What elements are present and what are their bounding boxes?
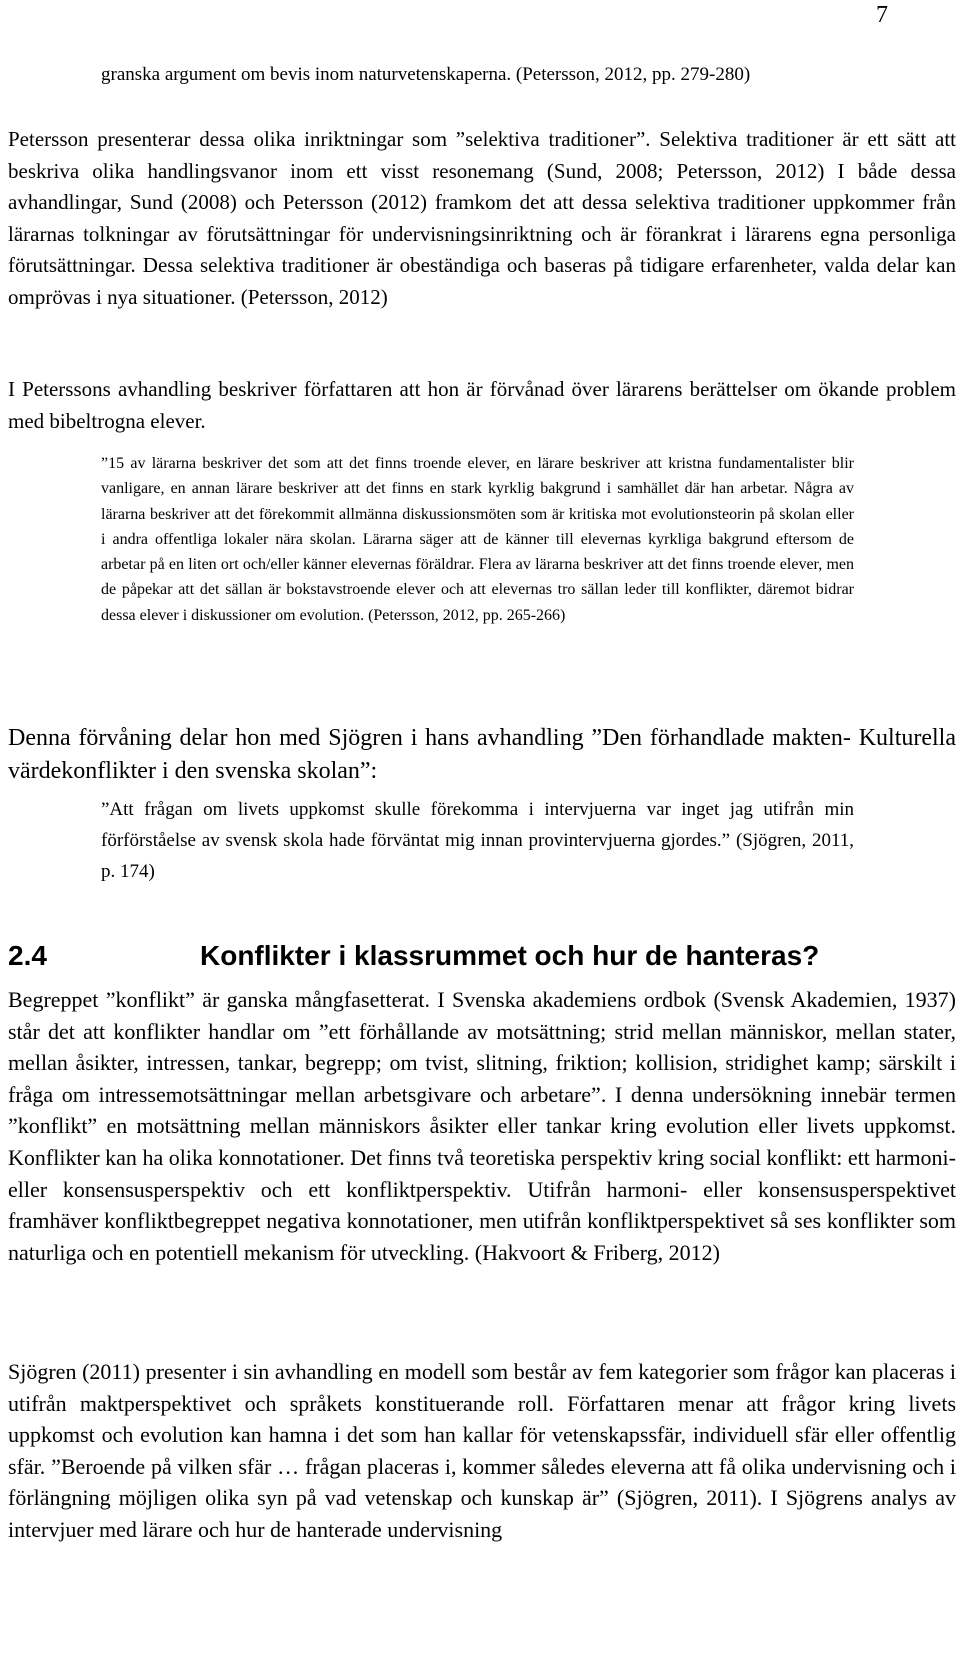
paragraph-selective-traditions: Petersson presenterar dessa olika inriktningar som ”selektiva traditioner”. Selektiva traditioner är ett sätt att beskriva olika handlingsvanor inom ett visst resonemang (Sund, 2008; Petersson, 2012) I både dessa avhandlingar, Sund (2008) och Petersson (2012) framkom det att dessa selektiva traditioner uppkommer från lärarnas tolkningar av förutsättningar för undervisningsinriktning och är förankrat i lärarens egna personliga förutsättningar. Dessa selektiva traditioner är obeständiga och baseras på tidigare erfarenheter, valda delar kan omprövas i nya situationer. (Petersson, 2012) bbox=[8, 127, 956, 309]
paragraph-sjogren-model: Sjögren (2011) presenter i sin avhandling en modell som består av fem kategorier som frågor kan placeras i utifrån maktperspektivet och språkets konstituerande roll. Författaren menar att frågor kring livets uppkomst och evolution kan hamna i det som han kallar för vetenskapssfär, individuell sfär eller offentlig sfär. ”Beroende på vilken sfär … frågan placeras i, kommer således eleverna att få olika undervisning och i förlängning möjligen olika syn på vad vetenskap och kunskap är” (Sjögren, 2011). I Sjögrens analys av intervjuer med lärare och hur de hanterade undervisning bbox=[8, 1359, 956, 1542]
section-title: Konflikter i klassrummet och hur de hanteras? bbox=[200, 940, 820, 971]
block-quote-teachers: ”15 av lärarna beskriver det som att det finns troende elever, en lärare beskriver att kristna fundamentalister blir vanligare, en annan lärare beskriver att det finns en stark kyrklig bakgrund i samhället där han arbetar. Några av lärarna beskriver att det förekommit allmänna diskussionsmöten som är kritiska mot evolutionsteorin på skolan eller i andra offentliga lokaler nära skolan. Lärarna säger att de känner till elevernas kyrkliga bakgrund eftersom de arbetar på en liten ort och/eller känner elevernas föräldrar. Flera av lärarna beskriver att det finns troende elever, men de påpekar att det sällan är bokstavstroende elever och att elevernas tro sällan leder till konflikter, däremot bidrar dessa elever i diskussioner om evolution. (Petersson, 2012, pp. 265-266) bbox=[101, 455, 854, 624]
block-quote-sjogren: ”Att frågan om livets uppkomst skulle förekomma i intervjuerna var inget jag utifrån min förförståelse av svensk skola hade förväntat mig innan provintervjuerna gjordes.” (Sjögren, 2011, p. 174) bbox=[101, 799, 854, 882]
paragraph-conflict-definition: Begreppet ”konflikt” är ganska mångfasetterat. I Svenska akademiens ordbok (Svensk Akademien, 1937) står det att konflikter handlar om ”ett förhållande av motsättning; strid mellan människor, mellan stater, mellan åsikter, intressen, tankar, begrepp; om tvist, slitning, friktion; kollision, stridighet kamp; särskilt i fråga om intressemotsättningar mellan arbetsgivare och arbetare”. I denna undersökning innebär termen ”konflikt” en motsättning mellan människors åsikter eller tankar kring evolution eller livets uppkomst. Konflikter kan ha olika konnotationer. Det finns två teoretiska perspektiv kring social konflikt: ett harmoni- eller konsensusperspektiv och ett konfliktperspektiv. Utifrån harmoni- eller konsensusperspektivet framhäver konfliktbegreppet negativa konnotationer, men utifrån konfliktperspektivet så ses konflikter som naturliga och en potentiell mekanism för utveckling. (Hakvoort & Friberg, 2012) bbox=[8, 987, 956, 1265]
section-heading bbox=[8, 940, 819, 972]
page-number: 7 bbox=[876, 2, 888, 28]
paragraph-sjogren-comparison: Denna förvåning delar hon med Sjögren i hans avhandling ”Den förhandlade makten- Kulturella värdekonflikter i den svenska skolan”: bbox=[8, 725, 956, 784]
paragraph-petersson-thesis: I Peterssons avhandling beskriver författaren att hon är förvånad över lärarens berättelser om ökande problem med bibeltrogna elever. bbox=[8, 377, 956, 433]
section-number: 2.4 bbox=[8, 940, 47, 971]
quote-continuation: granska argument om bevis inom naturvetenskaperna. (Petersson, 2012, pp. 279-280) bbox=[101, 64, 751, 85]
